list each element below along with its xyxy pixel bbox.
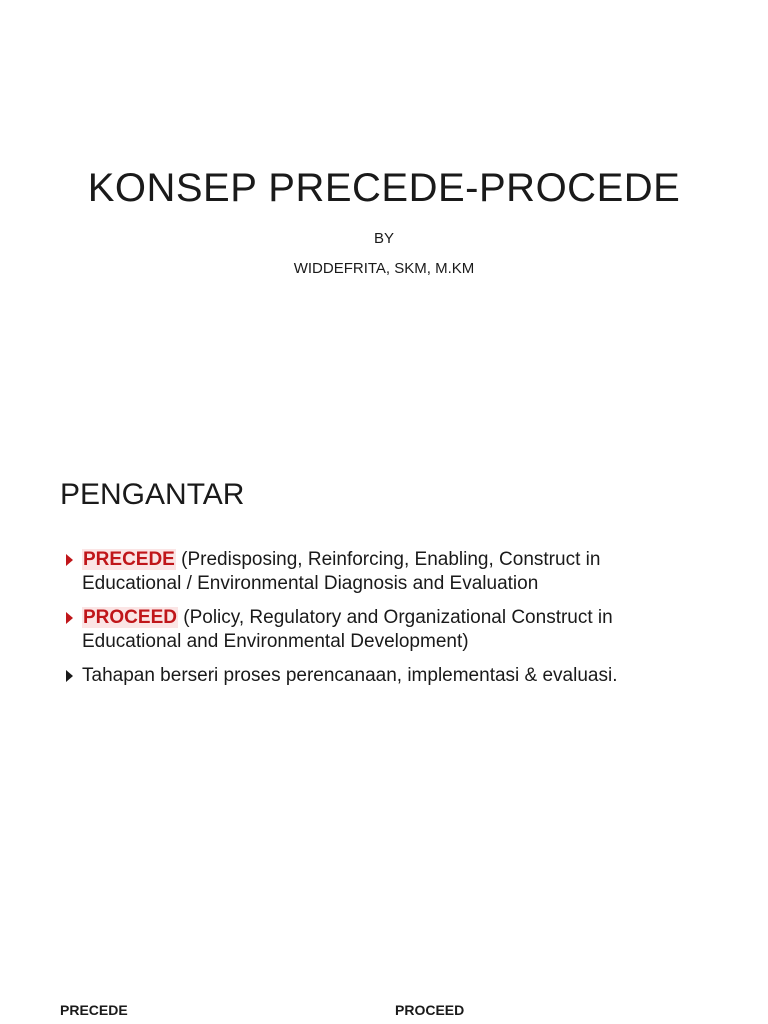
next-slide-preview	[0, 1000, 768, 1024]
intro-slide	[0, 440, 768, 980]
bullet-text: Tahapan berseri proses perencanaan, implementasi & evaluasi.	[82, 665, 618, 686]
bullet-arrow-icon	[66, 670, 73, 682]
term-precede: PRECEDE	[83, 549, 175, 570]
bullet-item-precede	[64, 548, 704, 596]
section-heading: PENGANTAR	[60, 478, 245, 511]
slide-title: KONSEP PRECEDE-PROCEDE	[87, 166, 681, 210]
preview-label-precede: PRECEDE	[60, 1002, 128, 1018]
bullet-arrow-icon	[66, 612, 73, 624]
bullet-text: (Predisposing, Reinforcing, Enabling, Construct in Educational / Environmental Diagnosis and Evaluation	[82, 549, 601, 594]
byline-label: BY	[373, 230, 394, 247]
term-proceed: PROCEED	[83, 607, 177, 628]
title-slide	[0, 0, 768, 440]
author-name: WIDDEFRITA, SKM, M.KM	[293, 260, 475, 277]
bullet-text: (Policy, Regulatory and Organizational Construct in Educational and Environmental Development)	[82, 607, 613, 652]
bullet-item-tahapan	[64, 664, 704, 688]
bullet-arrow-icon	[66, 554, 73, 566]
preview-label-proceed: PROCEED	[395, 1002, 465, 1018]
bullet-list	[64, 548, 704, 698]
bullet-item-proceed	[64, 606, 704, 654]
